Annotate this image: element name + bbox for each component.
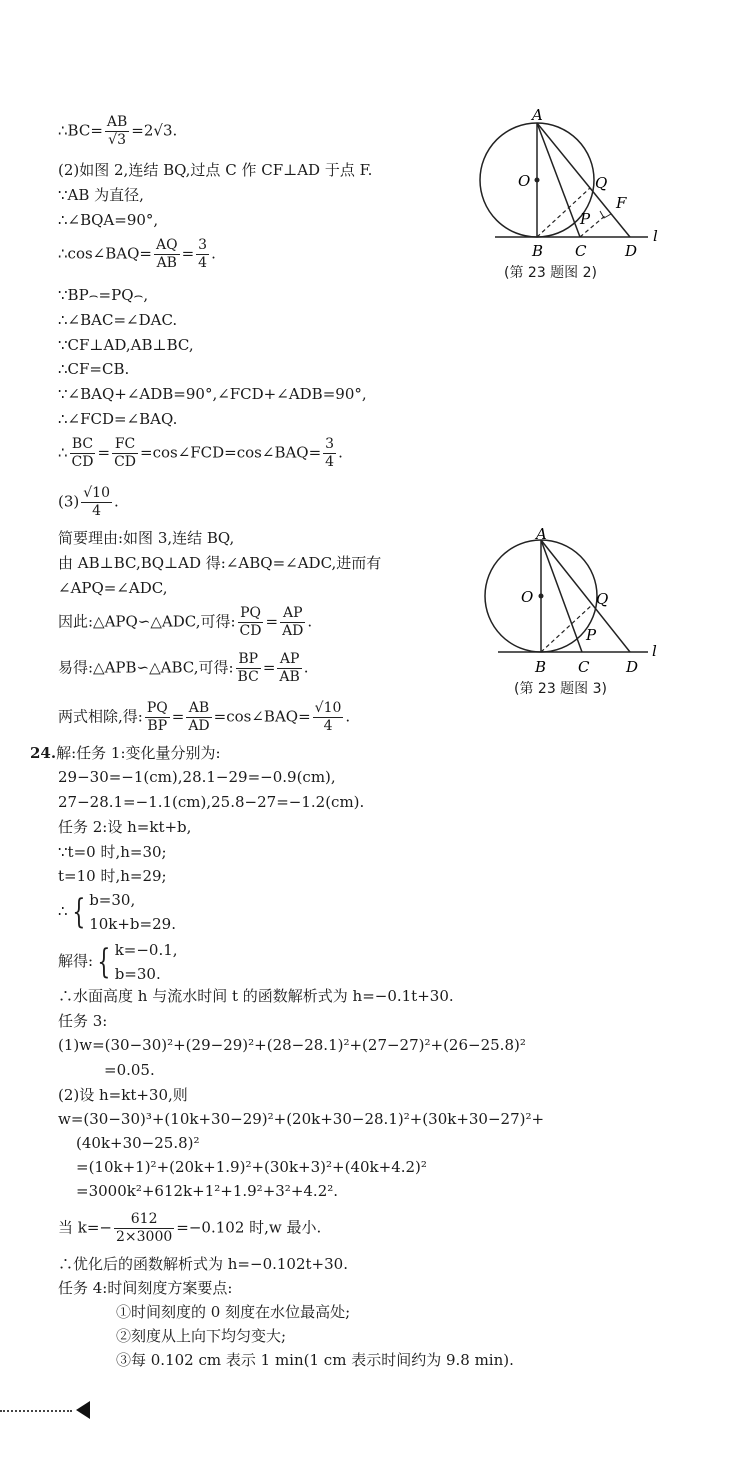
line-angle-abq-adc: 由 AB⊥BC,BQ⊥AD 得:∠ABQ=∠ADC,进而有 [58, 554, 382, 572]
line-task3-part2: (2)设 h=kt+30,则 [58, 1086, 188, 1104]
line-task2: 任务 2:设 h=kt+b, [58, 818, 192, 836]
fig3-label-d: D [626, 658, 639, 676]
fraction-ap-ab: $\frac{AP}{AB}$ [279, 651, 300, 685]
line-angle-fcd: ∴∠FCD=∠BAQ. [58, 410, 178, 428]
line-w-result: =0.05. [104, 1061, 155, 1079]
fig2-label-a: A [532, 108, 543, 124]
fig3-caption: (第 23 题图 3) [514, 681, 607, 697]
line-task4: 任务 4:时间刻度方案要点: [58, 1279, 233, 1297]
line-w-calc: (1)w=(30−30)²+(29−29)²+(28−28.1)²+(27−27)²+(26−25.8)² [58, 1036, 526, 1054]
line-similar-apq-adc: 因此:△APQ∽△ADC,可得: $\frac{PQ}{CD}$ = $\frac{AP}{AD}$ . [58, 605, 313, 639]
line-cf-cb: ∴CF=CB. [58, 360, 130, 378]
fraction-aq-ab: $\frac{AQ}{AB}$ [155, 237, 178, 271]
fig2-label-d: D [625, 242, 638, 260]
line-t0: ∵t=0 时,h=30; [58, 843, 167, 861]
line-point-1: ①时间刻度的 0 刻度在水位最高处; [116, 1303, 351, 1321]
line-angle-bac-dac: ∴∠BAC=∠DAC. [58, 311, 178, 329]
fig2-label-f: F [616, 194, 627, 212]
fig2-label-l: l [653, 227, 658, 245]
line-t10: t=10 时,h=29; [58, 867, 167, 885]
line-brief-reason: 简要理由:如图 3,连结 BQ, [58, 529, 235, 547]
line-system-2: 解得: { k=−0.1, b=30. [58, 938, 178, 986]
fig3-center-dot [539, 594, 544, 599]
fraction-pq-cd: $\frac{PQ}{CD}$ [239, 605, 262, 639]
line-divide-ratios: 两式相除,得: $\frac{PQ}{BP}$ = $\frac{AB}{AD}$ =cos∠BAQ= $\frac{√10}{4}$ . [58, 700, 351, 734]
figure-23-2 [470, 108, 690, 288]
fig3-bq [541, 605, 592, 652]
line-cos-baq: ∴cos∠BAQ= $\frac{AQ}{AB}$ = $\frac{3}{4}$ . [58, 237, 216, 271]
fig2-center-dot [535, 178, 540, 183]
fig3-label-a: A [536, 528, 547, 543]
fig2-label-b: B [532, 242, 544, 260]
fraction-3-4-b: $\frac{3}{4}$ [325, 436, 335, 470]
fraction-ab-ad: $\frac{AB}{AD}$ [188, 700, 210, 734]
fraction-pq-bp: $\frac{PQ}{BP}$ [146, 700, 168, 734]
fraction-612-6000: $\frac{612}{2\times 3000}$ [116, 1211, 173, 1245]
line-ratio-cos: ∴ $\frac{BC}{CD}$ = $\frac{FC}{CD}$ =cos∠FCD=cos∠BAQ= $\frac{3}{4}$ . [58, 436, 343, 470]
fig2-label-c: C [575, 242, 587, 260]
line-w-general: w=(30−30)³+(10k+30−29)²+(20k+30−28.1)²+(30k+30−27)²+ [58, 1110, 545, 1128]
line-angle-apq: ∠APQ=∠ADC, [58, 579, 168, 597]
line-system-1: ∴ { b=30, 10k+b=29. [58, 888, 176, 936]
line-arc-equal: ∵BP⌢=PQ⌢, [58, 286, 149, 304]
fraction-bp-bc: $\frac{BP}{BC}$ [237, 651, 259, 685]
fig2-label-q: Q [595, 174, 608, 192]
fraction-sqrt10-4-b: $\frac{√10}{4}$ [314, 700, 342, 734]
figure-23-3 [470, 528, 690, 698]
fig3-label-p: P [586, 626, 597, 644]
line-changes-1: 29−30=−1(cm),28.1−29=−0.9(cm), [58, 768, 336, 786]
footer-arrow-icon [76, 1401, 90, 1419]
fig2-label-p: P [580, 210, 591, 228]
line-q24-header: 24.解:任务 1:变化量分别为: [30, 744, 221, 762]
line-optimized-function: ∴优化后的函数解析式为 h=−0.102t+30. [58, 1255, 348, 1273]
fig3-label-q: Q [596, 590, 609, 608]
fraction-ab-sqrt3: $\frac{AB}{√3}$ [106, 114, 128, 148]
line-similar-apb-abc: 易得:△APB∽△ABC,可得: $\frac{BP}{BC}$ = $\frac{AP}{AB}$ . [58, 651, 309, 685]
fraction-sqrt10-4: $\frac{√10}{4}$ [83, 485, 110, 519]
brace-left: { [71, 892, 85, 932]
line-point-3: ③每 0.102 cm 表示 1 min(1 cm 表示时间约为 9.8 min). [116, 1351, 514, 1369]
fig3-ac [541, 540, 582, 652]
solution-system: k=−0.1, b=30. [114, 941, 178, 983]
line-angle-sum: ∵∠BAQ+∠ADB=90°,∠FCD+∠ADB=90°, [58, 385, 367, 403]
fig2-label-o: O [518, 172, 531, 190]
equation-system: b=30, 10k+b=29. [89, 891, 176, 933]
fig3-label-c: C [578, 658, 590, 676]
brace-left-2: { [97, 942, 111, 982]
fig3-label-l: l [652, 642, 657, 660]
footer-dotted-line [0, 1410, 72, 1412]
line-w-quadratic: =3000k²+612k+1²+1.9²+3²+4.2². [76, 1182, 339, 1200]
fig2-caption: (第 23 题图 2) [504, 265, 597, 281]
fig2-ac [537, 123, 580, 237]
line-k-min: 当 k=− $\frac{612}{2\times 3000}$ =−0.102 时,w 最小. [58, 1211, 322, 1245]
line-ab-diameter: ∵AB 为直径, [58, 186, 144, 204]
line-bc-value: ∴BC= $\frac{AB}{√3}$ =2√3. [58, 114, 178, 148]
question-number: 24. [30, 744, 57, 762]
line-part3-answer: (3) $\frac{√10}{4}$ . [58, 485, 119, 519]
fraction-ap-ad: $\frac{AP}{AD}$ [282, 605, 304, 639]
fraction-3-4: $\frac{3}{4}$ [198, 237, 208, 271]
fraction-fc-cd: $\frac{FC}{CD}$ [114, 436, 136, 470]
line-changes-2: 27−28.1=−1.1(cm),25.8−27=−1.2(cm). [58, 793, 365, 811]
line-perpendicular: ∵CF⊥AD,AB⊥BC, [58, 336, 194, 354]
line-part2-intro: (2)如图 2,连结 BQ,过点 C 作 CF⊥AD 于点 F. [58, 161, 373, 179]
line-w-general-cont: (40k+30−25.8)² [76, 1134, 200, 1152]
line-point-2: ②刻度从上向下均匀变大; [116, 1327, 287, 1345]
fig3-label-o: O [521, 588, 534, 606]
line-angle-bqa: ∴∠BQA=90°, [58, 211, 159, 229]
fig3-label-b: B [535, 658, 547, 676]
fraction-bc-cd: $\frac{BC}{CD}$ [71, 436, 94, 470]
line-task3: 任务 3: [58, 1012, 108, 1030]
line-function-h: ∴水面高度 h 与流水时间 t 的函数解析式为 h=−0.1t+30. [58, 987, 454, 1005]
line-w-expand: =(10k+1)²+(20k+1.9)²+(30k+3)²+(40k+4.2)² [76, 1158, 427, 1176]
